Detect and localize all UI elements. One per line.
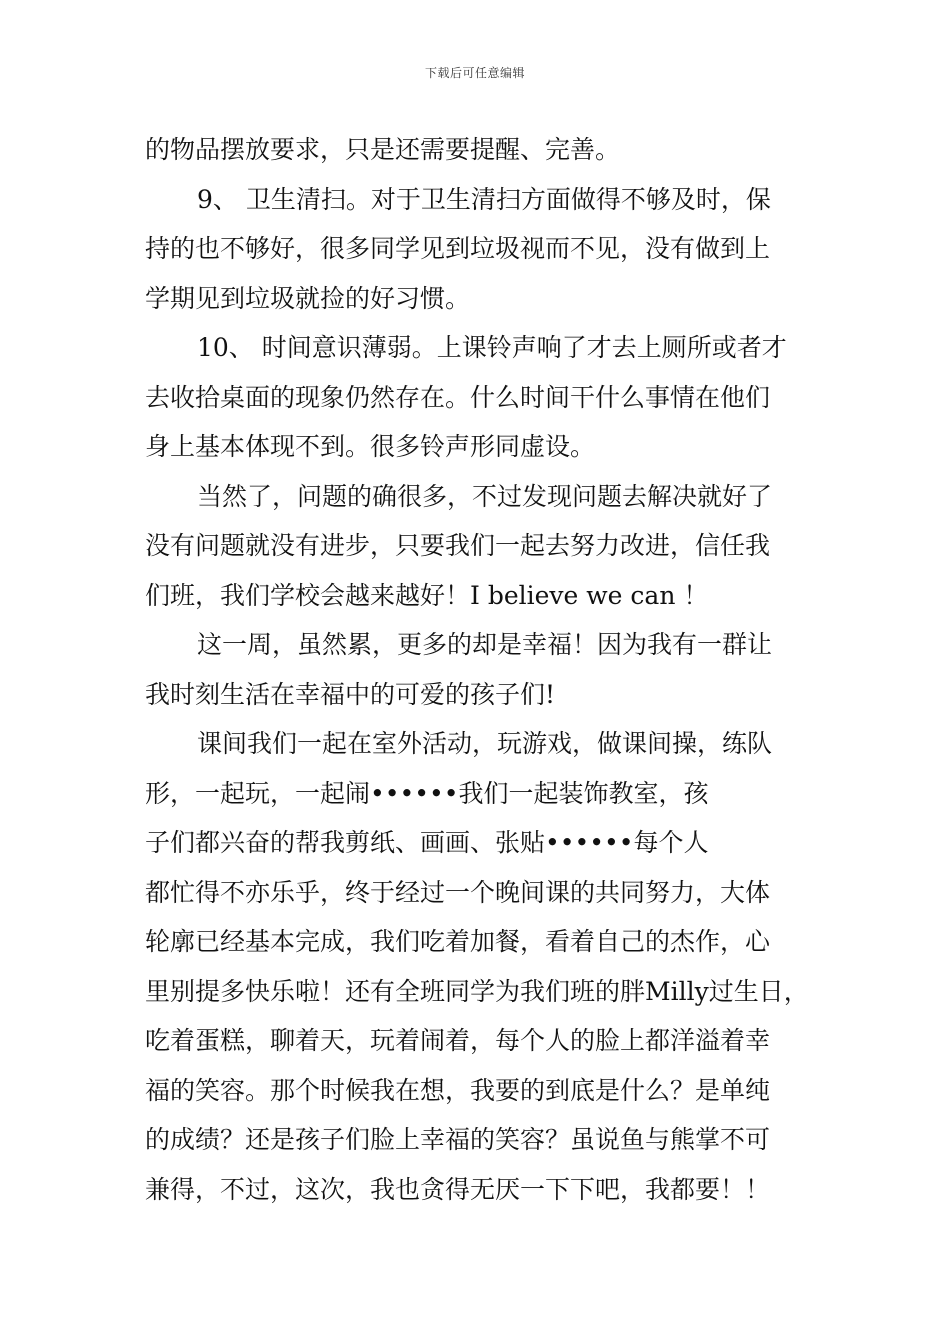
text-line: 这一周，虽然累，更多的却是幸福！因为我有一群让 xyxy=(197,630,773,659)
text-line: 10、 时间意识薄弱。上课铃声响了才去上厕所或者才 xyxy=(197,333,787,362)
text-line: 兼得，不过，这次，我也贪得无厌一下下吧，我都要！！ xyxy=(145,1174,771,1204)
text-line: 没有问题就没有进步，只要我们一起去努力改进，信任我 xyxy=(145,531,771,560)
page-header: 下载后可任意编辑 xyxy=(424,66,525,80)
document-body xyxy=(145,125,815,1214)
text-line: 当然了，问题的确很多，不过发现问题去解决就好了 xyxy=(197,481,773,511)
text-line: 我时刻生活在幸福中的可爱的孩子们! xyxy=(145,679,556,709)
text-line: 学期见到垃圾就捡的好习惯。 xyxy=(145,283,471,313)
text-line: 9、 卫生清扫。对于卫生清扫方面做得不够及时，保 xyxy=(197,184,771,214)
text-line: 福的笑容。那个时候我在想，我要的到底是什么？是单纯 xyxy=(145,1075,771,1105)
text-line: 们班，我们学校会越来越好！I believe we can ！ xyxy=(145,580,709,610)
text-line: 去收拾桌面的现象仍然存在。什么时间干什么事情在他们 xyxy=(145,382,771,412)
text-line: 轮廓已经基本完成，我们吃着加餐，看着自己的杰作，心 xyxy=(145,927,771,956)
text-line: 身上基本体现不到。很多铃声形同虚设。 xyxy=(145,432,596,461)
text-line: 形，一起玩，一起闹••••••我们一起装饰教室，孩 xyxy=(145,778,709,808)
text-line: 都忙得不亦乐乎，终于经过一个晚间课的共同努力，大体 xyxy=(145,877,771,907)
text-line: 持的也不够好，很多同学见到垃圾视而不见，没有做到上 xyxy=(145,234,771,263)
text-line: 子们都兴奋的帮我剪纸、画画、张贴••••••每个人 xyxy=(145,828,709,857)
text-line: 的物品摆放要求，只是还需要提醒、完善。 xyxy=(145,135,621,164)
text-line: 里别提多快乐啦！还有全班同学为我们班的胖Milly过生日， xyxy=(145,976,809,1006)
text-line: 课间我们一起在室外活动，玩游戏，做课间操，练队 xyxy=(197,729,773,758)
text-line: 的成绩？还是孩子们脸上幸福的笑容？虽说鱼与熊掌不可 xyxy=(145,1125,771,1154)
text-line: 吃着蛋糕，聊着天，玩着闹着，每个人的脸上都洋溢着幸 xyxy=(145,1026,771,1055)
